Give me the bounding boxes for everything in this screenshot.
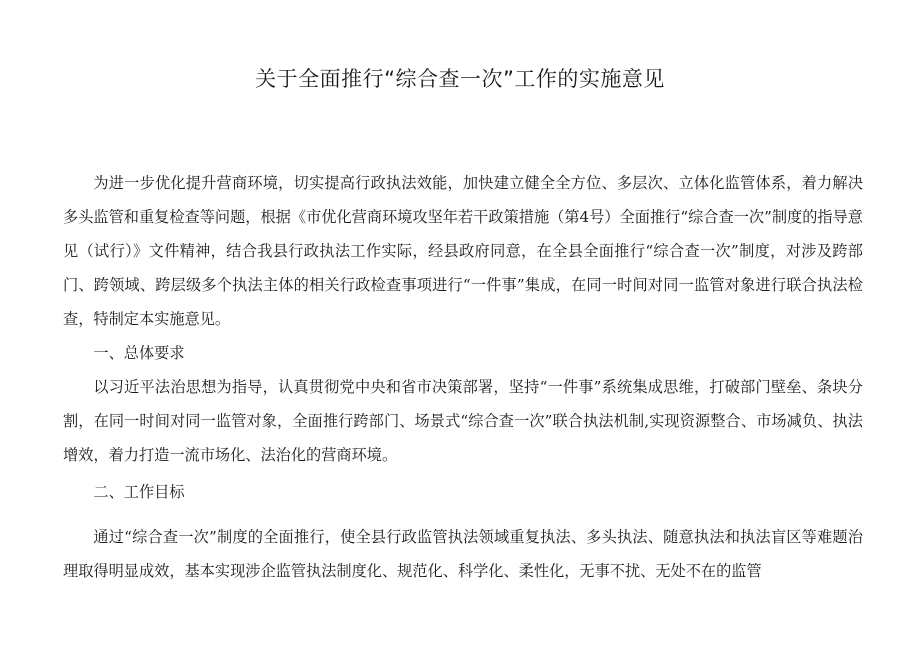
general-requirements-paragraph: 以习近平法治思想为指导，认真贯彻党中央和省市决策部署，坚持“一件事”系统集成思维，打破部门壁垒、条块分割，在同一时间对同一监管对象，全面推行跨部门、场景式“综合查一次”联合执法机制,实现资源整合、市场减负、执法增效，着力打造一流市场化、法治化的营商环境。 <box>63 378 863 464</box>
section-heading-work-goals: 二、工作目标 <box>93 483 185 501</box>
document-title: 关于全面推行“综合查一次”工作的实施意见 <box>255 67 665 91</box>
work-goals-paragraph: 通过“综合查一次”制度的全面推行，使全县行政监管执法领域重复执法、多头执法、随意执法和执法盲区等难题治理取得明显成效，基本实现涉企监管执法制度化、规范化、科学化、柔性化，无事不扰、无处不在的监管 <box>63 528 863 580</box>
general-requirements-block <box>63 370 863 472</box>
work-goals-block <box>63 520 863 588</box>
section-heading-general-requirements: 一、总体要求 <box>93 344 185 362</box>
intro-paragraph-block <box>63 166 863 336</box>
intro-paragraph: 为进一步优化提升营商环境，切实提高行政执法效能，加快建立健全全方位、多层次、立体化监管体系，着力解决多头监管和重复检查等问题，根据《市优化营商环境攻坚年若干政策措施（第4号）全面推行“综合查一次”制度的指导意见（试行）》文件精神，结合我县行政执法工作实际，经县政府同意，在全县全面推行“综合查一次”制度，对涉及跨部门、跨领域、跨层级多个执法主体的相关行政检查事项进行“一件事”集成，在同一时间对同一监管对象进行联合执法检查，特制定本实施意见。 <box>63 174 863 328</box>
